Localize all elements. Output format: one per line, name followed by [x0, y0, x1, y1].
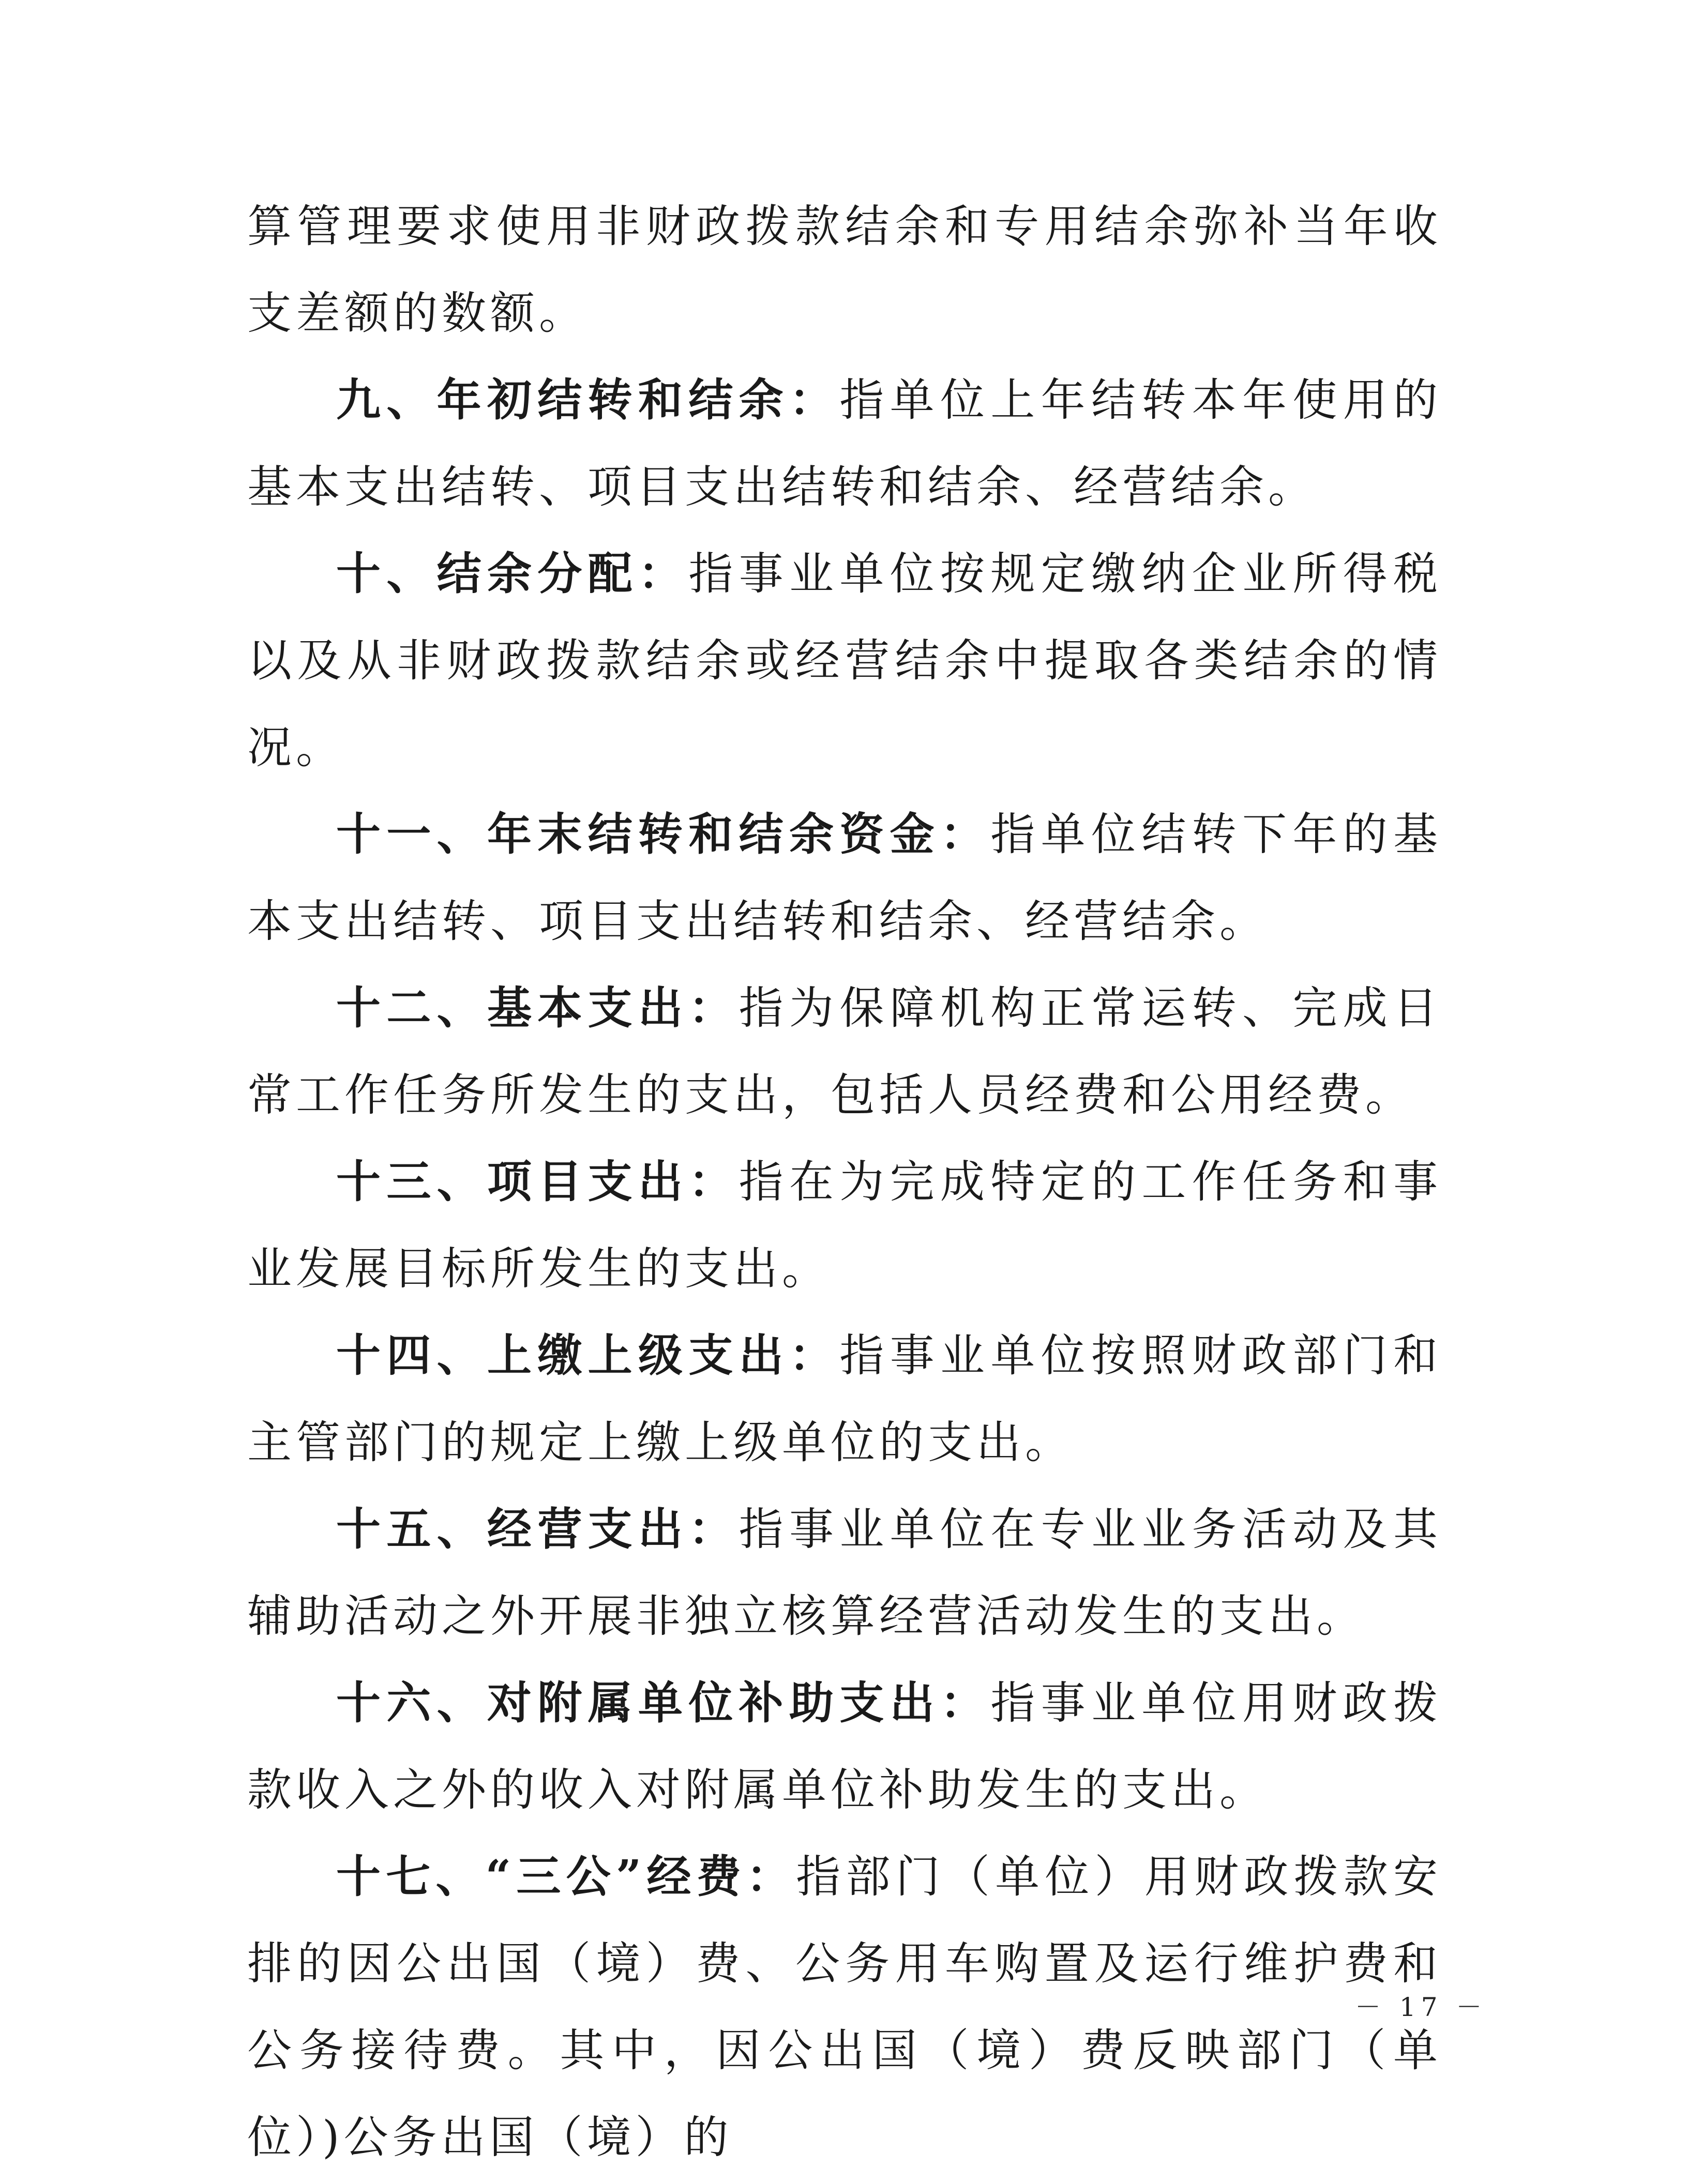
paragraph-16-subsidiary-subsidy [247, 1660, 1442, 1833]
paragraph-9-opening-balance [247, 357, 1442, 530]
paragraph-term: 十五、经营支出： [336, 1503, 739, 1555]
paragraph-17-three-public-expenses [247, 1833, 1442, 2181]
paragraph-15-operating-expenditure [247, 1486, 1442, 1660]
paragraph-11-closing-balance [247, 791, 1442, 965]
paragraph-term: 十三、项目支出： [336, 1156, 739, 1208]
paragraph-text: 算管理要求使用非财政拨款结余和专用结余弥补当年收支差额的数额。 [247, 201, 1442, 339]
paragraph-text: 指部门（单位）用财政拨款安排的因公出国（境）费、公务用车购置及运行维护费和公务接待费。其中，因公出国（境）费反映部门（单位）)公务出国（境）的 [247, 1851, 1442, 2163]
paragraph-12-basic-expenditure [247, 965, 1442, 1139]
paragraph-13-project-expenditure [247, 1139, 1442, 1312]
paragraph-text: 指事业单位用财政拨款收入之外的收入对附属单位补助发生的支出。 [247, 1677, 1442, 1816]
paragraph-term: 十、结余分配： [336, 548, 689, 600]
paragraph-continuation [247, 183, 1442, 357]
paragraph-term: 十六、对附属单位补助支出： [336, 1677, 991, 1729]
paragraph-14-remittance-to-superior [247, 1312, 1442, 1486]
paragraph-text: 指事业单位按照财政部门和主管部门的规定上缴上级单位的支出。 [247, 1330, 1442, 1468]
page-number: － 17 － [1355, 1992, 1487, 2022]
paragraph-10-surplus-distribution [247, 530, 1442, 791]
paragraph-text: 指单位结转下年的基本支出结转、项目支出结转和结余、经营结余。 [247, 809, 1442, 947]
paragraph-term: 十一、年末结转和结余资金： [336, 808, 991, 860]
paragraph-text: 指事业单位在专业业务活动及其辅助活动之外开展非独立核算经营活动发生的支出。 [247, 1504, 1442, 1642]
paragraph-term: 十七、“三公”经费： [336, 1851, 796, 1903]
paragraph-term: 九、年初结转和结余： [336, 374, 840, 426]
paragraph-text: 指在为完成特定的工作任务和事业发展目标所发生的支出。 [247, 1156, 1442, 1295]
document-body [247, 183, 1442, 2181]
paragraph-text: 指为保障机构正常运转、完成日常工作任务所发生的支出，包括人员经费和公用经费。 [247, 982, 1442, 1121]
paragraph-text: 指事业单位按规定缴纳企业所得税以及从非财政拨款结余或经营结余中提取各类结余的情况。 [247, 548, 1442, 774]
paragraph-term: 十二、基本支出： [336, 982, 739, 1034]
paragraph-term: 十四、上缴上级支出： [336, 1329, 840, 1382]
paragraph-text: 指单位上年结转本年使用的基本支出结转、项目支出结转和结余、经营结余。 [247, 374, 1442, 513]
